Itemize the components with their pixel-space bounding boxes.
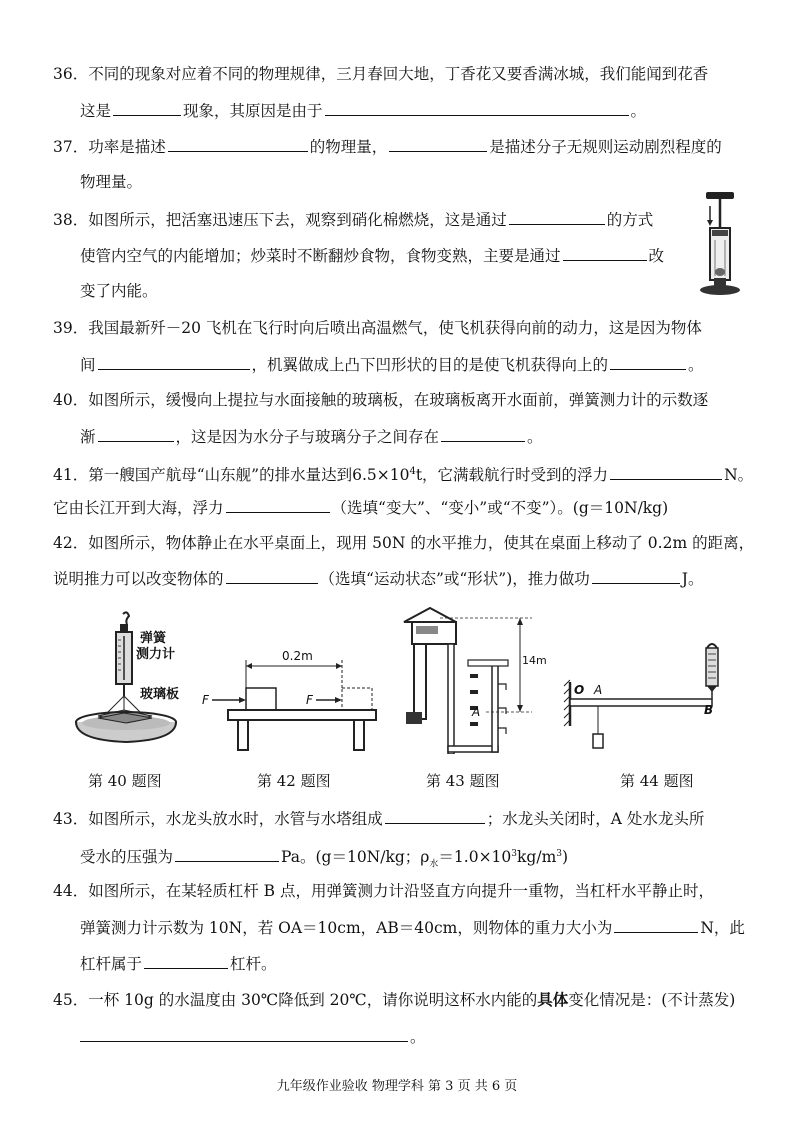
figure-44-caption: 第 44 题图 — [620, 772, 694, 790]
svg-text:玻璃板: 玻璃板 — [140, 687, 180, 702]
figure-42 — [196, 630, 381, 755]
answer-blank[interactable] — [614, 917, 698, 933]
answer-blank[interactable] — [389, 136, 487, 152]
answer-blank[interactable] — [385, 808, 485, 824]
q36-line1: 36．不同的现象对应着不同的物理规律，三月春回大地，丁香花又要香满冰城，我们能闻到花香 — [53, 65, 709, 83]
answer-blank[interactable] — [610, 354, 686, 370]
lever — [570, 699, 712, 706]
answer-blank[interactable] — [226, 568, 318, 584]
tower-roof — [404, 608, 456, 622]
answer-blank[interactable] — [80, 1026, 408, 1042]
answer-blank[interactable] — [175, 846, 279, 862]
q40-line1: 40．如图所示，缓慢向上提拉与水面接触的玻璃板，在玻璃板离开水面前，弹簧测力计的示数逐 — [53, 391, 709, 409]
answer-blank[interactable] — [98, 354, 250, 370]
svg-text:0.2m: 0.2m — [282, 649, 313, 663]
q38-line3: 变了内能。 — [80, 282, 158, 300]
svg-text:14m: 14m — [522, 654, 547, 667]
pump-icon — [406, 712, 422, 724]
svg-text:弹簧: 弹簧 — [140, 631, 167, 646]
answer-blank[interactable] — [441, 426, 525, 442]
q42-line2: 说明推力可以改变物体的 （选填“运动状态”或“形状”)，推力做功 J。 — [53, 570, 704, 588]
answer-blank[interactable] — [563, 245, 647, 261]
q41-line1: 41．第一艘国产航母“山东舰”的排水量达到$6.5\times 10^4t$，它满载航行时受到的浮力 N。 — [53, 466, 754, 485]
svg-text:F: F — [306, 693, 313, 707]
piston-handle — [706, 192, 734, 199]
page-footer: 九年级作业验收 物理学科 第 3 页 共 6 页 — [276, 1079, 518, 1094]
q41-line2: 它由长江开到大海，浮力 （选填“变大”、“变小”或“不变”）。(g＝10N/kg) — [53, 499, 669, 517]
q45-line1: 45．一杯 10g 的水温度由 30℃降低到 20℃，请你说明这杯水内能的具体变化情况是：(不计蒸发) — [53, 990, 736, 1009]
q42-line1: 42．如图所示，物体静止在水平桌面上，现用 50N 的水平推力，使其在桌面上移动了 0.2m 的距离， — [53, 534, 755, 552]
q44-line1: 44．如图所示，在某轻质杠杆 B 点，用弹簧测力计沿竖直方向提升一重物，当杠杆水平静止时， — [53, 882, 714, 900]
q37-line1: 37．功率是描述 的物理量， 是描述分子无规则运动剧烈程度的 — [53, 138, 722, 156]
q38-line2: 使管内空气的内能增加；炒菜时不断翻炒食物，食物变熟，主要是通过 改 — [80, 247, 665, 265]
q45-line2: 。 — [80, 1026, 426, 1047]
svg-text:F: F — [202, 693, 209, 707]
answer-blank[interactable] — [144, 953, 228, 969]
q43-line2: 受水的压强为 Pa。(g＝10N/kg；$\rho_水=1.0\times 10^3kg/m^3$) — [80, 848, 569, 870]
cotton-icon — [715, 268, 725, 276]
answer-blank[interactable] — [226, 497, 330, 513]
q37-line2: 物理量。 — [80, 173, 143, 191]
q44-line2: 弹簧测力计示数为 10N，若 OA＝10cm，AB＝40cm，则物体的重力大小为 N，此 — [80, 919, 745, 937]
block-end — [342, 688, 372, 710]
figure-43 — [402, 604, 552, 754]
q44-line3: 杠杆属于 杠杆。 — [80, 955, 277, 973]
answer-blank[interactable] — [98, 426, 174, 442]
answer-blank[interactable] — [168, 136, 308, 152]
answer-blank[interactable] — [113, 100, 181, 116]
hook-icon — [123, 612, 129, 624]
block-start — [246, 688, 276, 710]
figure-43-caption: 第 43 题图 — [426, 772, 500, 790]
water-pipe — [448, 644, 454, 754]
figure-40-caption: 第 40 题图 — [88, 772, 162, 790]
svg-text:O: O — [574, 683, 585, 697]
svg-text:A: A — [594, 683, 603, 697]
figure-42-caption: 第 42 题图 — [257, 772, 331, 790]
weight-block — [593, 734, 603, 748]
piston-cylinder-figure — [698, 190, 744, 300]
q39-line1: 39．我国最新歼－20 飞机在飞行时向后喷出高温燃气，使飞机获得向前的动力，这是因为物体 — [53, 319, 702, 337]
answer-blank[interactable] — [592, 568, 680, 584]
table-top — [228, 710, 376, 720]
answer-blank[interactable] — [610, 464, 722, 480]
figure-40 — [68, 610, 198, 755]
q39-line2: 间 ，机翼做成上凸下凹形状的目的是使飞机获得向上的 。 — [80, 356, 704, 374]
q36-line2: 这是 现象，其原因是由于 。 — [80, 102, 647, 120]
answer-blank[interactable] — [509, 209, 605, 225]
svg-text:A: A — [472, 705, 481, 719]
svg-text:测力计: 测力计 — [136, 647, 176, 662]
q43-line1: 43．如图所示，水龙头放水时，水管与水塔组成 ；水龙头关闭时，A 处水龙头所 — [53, 810, 705, 828]
svg-text:B: B — [704, 703, 714, 717]
q38-line1: 38．如图所示，把活塞迅速压下去，观察到硝化棉燃烧，这是通过 的方式 — [53, 211, 654, 229]
figure-44 — [560, 620, 732, 755]
q40-line2: 渐 ，这是因为水分子与玻璃分子之间存在 。 — [80, 428, 543, 446]
answer-blank[interactable] — [325, 100, 629, 116]
